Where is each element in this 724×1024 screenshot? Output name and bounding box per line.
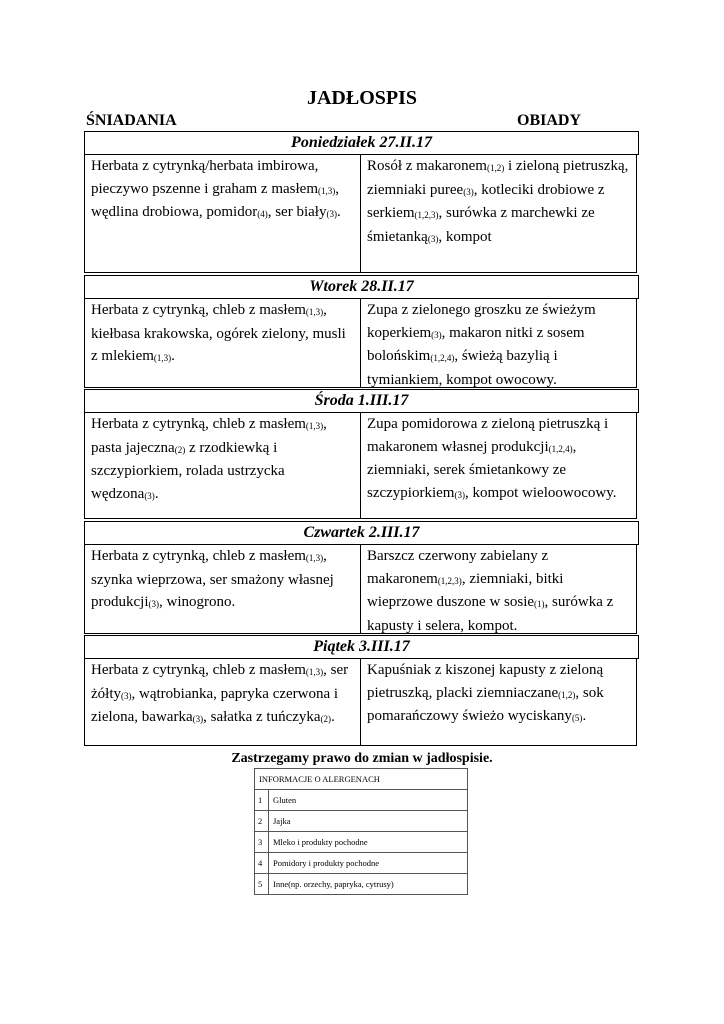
allergen-marker: (1,2,3) <box>437 575 462 586</box>
breakfast-cell <box>85 413 361 518</box>
allergen-table-header: INFORMACJE O ALERGENACH <box>255 769 468 790</box>
allergen-marker: (1,3) <box>305 553 324 563</box>
dish-text: , surówka z kapusty i selera, kompot. <box>367 594 614 634</box>
allergen-marker: (3) <box>192 714 204 724</box>
dish-text: Rosół z makaronem <box>367 158 487 174</box>
allergen-number: 3 <box>255 832 269 853</box>
dish-text: Kapuśniak z kiszonej kapusty z zieloną pietruszką, placki ziemniaczane <box>367 662 604 701</box>
dish-text: . <box>336 204 341 220</box>
breakfast-cell <box>85 545 361 633</box>
dish-text: . <box>331 709 335 725</box>
dish-text: , surówka z marchewki ze śmietanką <box>367 205 595 245</box>
dish-text: , wątrobianka, papryka czerwona i zielona, bawarka <box>91 685 339 725</box>
dish-text: , kompot <box>438 228 492 245</box>
allergen-marker: (1,2,4) <box>548 443 573 454</box>
allergen-marker: (1,2,4) <box>430 353 455 363</box>
dish-text: , sałatka z tuńczyka <box>203 709 321 725</box>
dish-text: , winogrono. <box>159 594 236 610</box>
day-header-monday: Poniedziałek 27.II.17 <box>84 131 639 155</box>
breakfast-cell <box>85 299 361 387</box>
allergen-marker: (5) <box>571 713 583 723</box>
dish-text: , ser biały <box>267 204 327 220</box>
allergen-marker: (3) <box>121 690 132 701</box>
breakfast-cell <box>85 155 361 272</box>
allergen-row <box>255 874 468 895</box>
dish-text: Zupa z zielonego groszku ze świeżym koperkiem <box>367 302 596 341</box>
day-row-friday <box>84 659 637 746</box>
allergen-marker: (3) <box>454 489 465 500</box>
dish-text: z rzodkiewką i szczypiorkiem, rolada ustrzycka wędzona <box>91 439 285 502</box>
dish-text: Herbata z cytrynką/herbata imbirowa, pieczywo pszenne i graham z masłem <box>91 158 319 197</box>
breakfast-cell <box>85 659 361 745</box>
allergen-label: Pomidory i produkty pochodne <box>269 853 468 874</box>
dish-text: Barszcz czerwony zabielany z makaronem <box>367 548 549 587</box>
allergen-marker: (1,3) <box>305 307 324 317</box>
dish-text: Herbata z cytrynką, chleb z masłem <box>91 302 306 318</box>
allergen-row <box>255 832 468 853</box>
allergen-marker: (3) <box>144 490 155 501</box>
lunch-cell <box>361 545 636 633</box>
allergen-marker: (1,3) <box>305 667 324 677</box>
dish-text: Herbata z cytrynką, chleb z masłem <box>91 416 306 432</box>
dish-text: , kiełbasa krakowska, ogórek zielony, musli z mlekiem <box>91 302 346 364</box>
allergen-marker: (1,3) <box>153 353 172 363</box>
dish-text: , świeżą bazylią i tymiankiem, kompot owocowy. <box>367 348 558 388</box>
day-header-tuesday: Wtorek 28.II.17 <box>84 275 639 299</box>
allergen-row <box>255 790 468 811</box>
dish-text: , szynka wieprzowa, ser smażony własnej produkcji <box>91 548 334 610</box>
allergen-marker: (1) <box>534 599 545 609</box>
dish-text: , sok pomarańczowy świeżo wyciskany <box>367 684 604 724</box>
allergen-marker: (1,2) <box>486 163 505 173</box>
dish-text: Herbata z cytrynką, chleb z masłem <box>91 548 306 564</box>
allergen-label: Jajka <box>269 811 468 832</box>
dish-text: i zieloną pietruszką, ziemniaki puree <box>367 158 629 198</box>
allergen-marker: (3) <box>148 599 159 609</box>
lunch-cell <box>361 413 636 518</box>
allergen-marker: (1,3) <box>318 185 336 196</box>
allergen-number: 1 <box>255 790 269 811</box>
dish-text: . <box>171 348 175 364</box>
allergen-label: Inne(np. orzechy, papryka, cytrusy) <box>269 874 468 895</box>
dish-text: . <box>154 485 159 502</box>
dish-text: , pasta jajeczna <box>91 416 327 456</box>
day-header-wednesday: Środa 1.III.17 <box>84 389 639 413</box>
allergen-marker: (2) <box>174 444 186 455</box>
allergen-marker: (1,2,3) <box>414 210 439 220</box>
allergen-number: 5 <box>255 874 269 895</box>
allergen-label: Mleko i produkty pochodne <box>269 832 468 853</box>
allergen-table <box>254 768 468 895</box>
allergen-marker: (1,3) <box>305 421 324 431</box>
day-row-thursday <box>84 545 637 634</box>
dish-text: , ziemniaki, bitki wieprzowe duszone w sosie <box>367 570 564 610</box>
dish-text: Herbata z cytrynką, chleb z masłem <box>91 662 306 678</box>
allergen-number: 4 <box>255 853 269 874</box>
menu-title: JADŁOSPIS <box>306 87 418 109</box>
day-header-thursday: Czwartek 2.III.17 <box>84 521 639 545</box>
allergen-row <box>255 811 468 832</box>
lunch-cell <box>361 155 636 272</box>
allergen-label: Gluten <box>269 790 468 811</box>
allergen-row <box>255 853 468 874</box>
day-header-friday: Piątek 3.III.17 <box>84 635 639 659</box>
day-row-monday <box>84 155 637 273</box>
lunch-cell <box>361 659 636 745</box>
allergen-marker: (3) <box>431 329 442 340</box>
dish-text: , makaron nitki z sosem bolońskim <box>367 324 585 364</box>
allergen-marker: (3) <box>427 233 439 244</box>
dish-text: , ziemniaki, serek śmietankowy ze szczypiorkiem <box>367 438 577 501</box>
allergen-marker: (1,2) <box>558 689 576 700</box>
allergen-marker: (3) <box>463 186 474 197</box>
day-row-wednesday <box>84 413 637 519</box>
day-row-tuesday <box>84 299 637 388</box>
allergen-number: 2 <box>255 811 269 832</box>
allergen-marker: (3) <box>326 209 337 219</box>
change-notice: Zastrzegamy prawo do zmian w jadłospisie. <box>231 751 493 766</box>
dish-text: , kotleciki drobiowe z serkiem <box>367 181 605 221</box>
dish-text: Zupa pomidorowa z zieloną pietruszką i makaronem własnej produkcji <box>367 416 609 455</box>
lunch-column-header: OBIADY <box>517 112 582 129</box>
allergen-header-row <box>255 769 468 790</box>
dish-text: , kompot wieloowocowy. <box>464 484 617 501</box>
dish-text: . <box>582 708 587 724</box>
allergen-marker: (2) <box>320 714 332 724</box>
breakfast-column-header: ŚNIADANIA <box>86 112 177 129</box>
dish-text: , ser żółty <box>91 662 349 702</box>
dish-text: , wędlina drobiowa, pomidor <box>91 180 339 220</box>
allergen-marker: (4) <box>257 209 268 219</box>
lunch-cell <box>361 299 636 387</box>
